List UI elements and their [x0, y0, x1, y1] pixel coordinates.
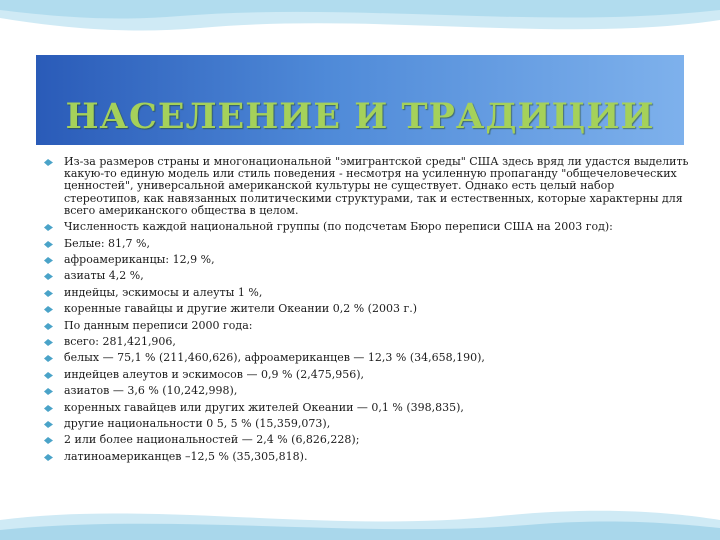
- bullet-item: [43, 303, 693, 315]
- bullet-text: латиноамериканцев –12,5 % (35,305,818).: [64, 449, 308, 463]
- bullet-text: индейцев алеутов и эскимосов — 0,9 % (2,475,956),: [64, 367, 364, 381]
- bullet-text: азиатов — 3,6 % (10,242,998),: [64, 384, 238, 398]
- bullet-text: Численность каждой национальной группы (по подсчетам Бюро переписи США на 2003 год):: [64, 220, 613, 234]
- bullet-text: афроамериканцы: 12,9 %,: [64, 252, 215, 266]
- bullet-item: [43, 336, 693, 348]
- bullet-text: индейцы, эскимосы и алеуты 1 %,: [64, 285, 263, 299]
- diamond-bullet-icon: [43, 240, 54, 249]
- diamond-bullet-icon: [43, 158, 54, 167]
- bullet-item: [43, 254, 693, 266]
- bullet-item: [43, 320, 693, 332]
- bullet-text: Из-за размеров страны и многонациональной "эмигрантской среды" США здесь вряд ли удастся выделить какую-то единую модель или стиль поведения - несмотря на усиленную пропаганду "общечеловеческих ценностей", универсальной американской культуры не существует. Однако есть целый набор стереотипов, как навязанных политическими структурами, так и естественных, которые характерны для всего американского общества в целом.: [64, 155, 689, 217]
- bullet-item: [43, 238, 693, 250]
- bullet-text: всего: 281,421,906,: [64, 334, 176, 348]
- diamond-bullet-icon: [43, 256, 54, 265]
- diamond-bullet-icon: [43, 387, 54, 396]
- diamond-bullet-icon: [43, 436, 54, 445]
- bullet-item: [43, 287, 693, 299]
- bullet-text: азиаты 4,2 %,: [64, 269, 144, 283]
- bullet-list: [43, 156, 693, 467]
- bullet-item: [43, 418, 693, 430]
- diamond-bullet-icon: [43, 289, 54, 298]
- bullet-text: другие национальности 0 5, 5 % (15,359,073),: [64, 416, 331, 430]
- top-wave-decoration: [0, 0, 720, 60]
- diamond-bullet-icon: [43, 371, 54, 380]
- diamond-bullet-icon: [43, 338, 54, 347]
- bullet-item: [43, 451, 693, 463]
- diamond-bullet-icon: [43, 404, 54, 413]
- bullet-item: [43, 434, 693, 446]
- bullet-text: коренных гавайцев или других жителей Океании — 0,1 % (398,835),: [64, 400, 464, 414]
- slide-title: НАСЕЛЕНИЕ И ТРАДИЦИИ: [65, 96, 655, 137]
- diamond-bullet-icon: [43, 272, 54, 281]
- bottom-wave-decoration: [0, 494, 720, 540]
- bullet-item: [43, 270, 693, 282]
- diamond-bullet-icon: [43, 322, 54, 331]
- diamond-bullet-icon: [43, 305, 54, 314]
- bullet-item: [43, 221, 693, 233]
- bullet-text: По данным переписи 2000 года:: [64, 318, 253, 332]
- bullet-item: [43, 352, 693, 364]
- diamond-bullet-icon: [43, 354, 54, 363]
- bullet-item: [43, 402, 693, 414]
- diamond-bullet-icon: [43, 453, 54, 462]
- bullet-text: 2 или более национальностей — 2,4 % (6,826,228);: [64, 433, 360, 447]
- bullet-item: [43, 156, 693, 217]
- bullet-text: коренные гавайцы и другие жители Океании 0,2 % (2003 г.): [64, 302, 418, 316]
- bullet-item: [43, 369, 693, 381]
- diamond-bullet-icon: [43, 223, 54, 232]
- diamond-bullet-icon: [43, 420, 54, 429]
- bullet-text: Белые: 81,7 %,: [64, 236, 150, 250]
- bullet-text: белых — 75,1 % (211,460,626), афроамериканцев — 12,3 % (34,658,190),: [64, 351, 485, 365]
- bullet-item: [43, 385, 693, 397]
